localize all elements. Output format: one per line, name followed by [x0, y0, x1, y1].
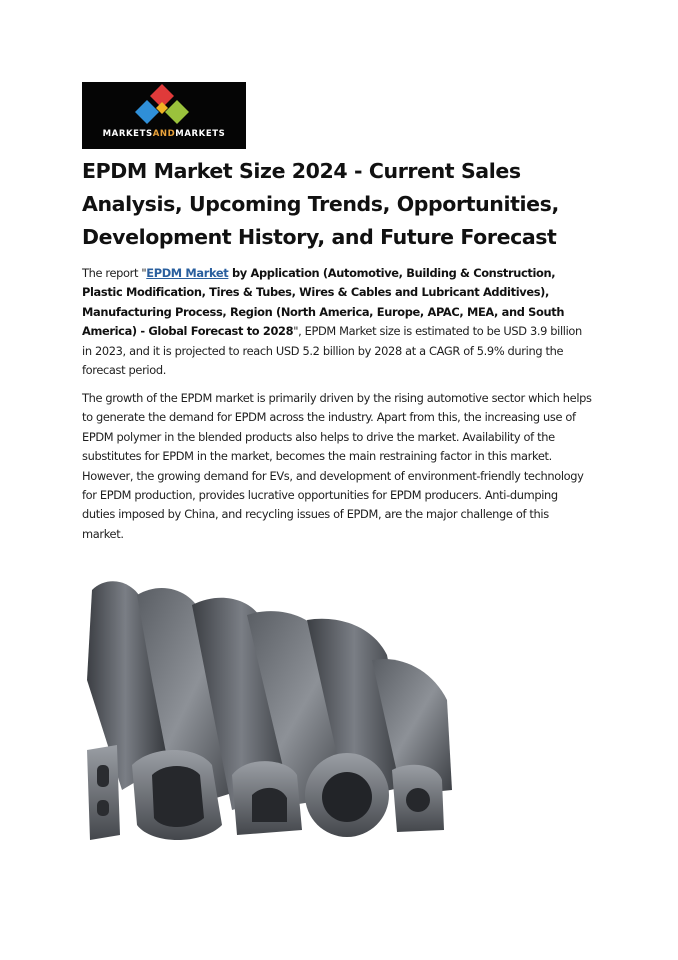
- logo-wordmark: MARKETSANDMARKETS: [102, 129, 226, 139]
- page-title: EPDM Market Size 2024 - Current Sales Analysis, Upcoming Trends, Opportunities, Development History, and Future Forecast: [82, 159, 559, 249]
- body-paragraph: The growth of the EPDM market is primarily driven by the rising automotive sector which helps to generate the demand for EPDM across the industry. Apart from this, the increasing use of EPDM polymer in the blended products also helps to drive the market. Availability of the substitutes for EPDM in the market, becomes the main restraining factor in this market. However, the growing demand for EVs, and development of environment-friendly technology for EPDM production, provides lucrative opportunities for EPDM producers. Anti-dumping duties imposed by China, and recycling issues of EPDM, are the major challenge of this market.: [82, 391, 592, 541]
- company-logo: [82, 82, 246, 149]
- intro-paragraph: The report "EPDM Market by Application (Automotive, Building & Construction, Plastic Modification, Tires & Tubes, Wires & Cables and Lubricant Additives), Manufacturing Process, Region (North America, Europe, APAC, MEA, and South America) - Global Forecast to 2028", EPDM Market size is estimated to be USD 3.9 billion in 2023, and it is projected to reach USD 5.2 billion by 2028 at a CAGR of 5.9% during the forecast period.: [82, 266, 582, 378]
- report-title-bold: by Application (Automotive, Building & Construction, Plastic Modification, Tires & Tubes, Wires & Cables and Lubricant Additives), Manufacturing Process, Region (North America, Europe, APAC, MEA, and South America) - Global Forecast to 2028: [82, 266, 565, 339]
- epdm-profiles-image: [82, 560, 457, 845]
- epdm-market-link[interactable]: EPDM Market: [146, 266, 229, 280]
